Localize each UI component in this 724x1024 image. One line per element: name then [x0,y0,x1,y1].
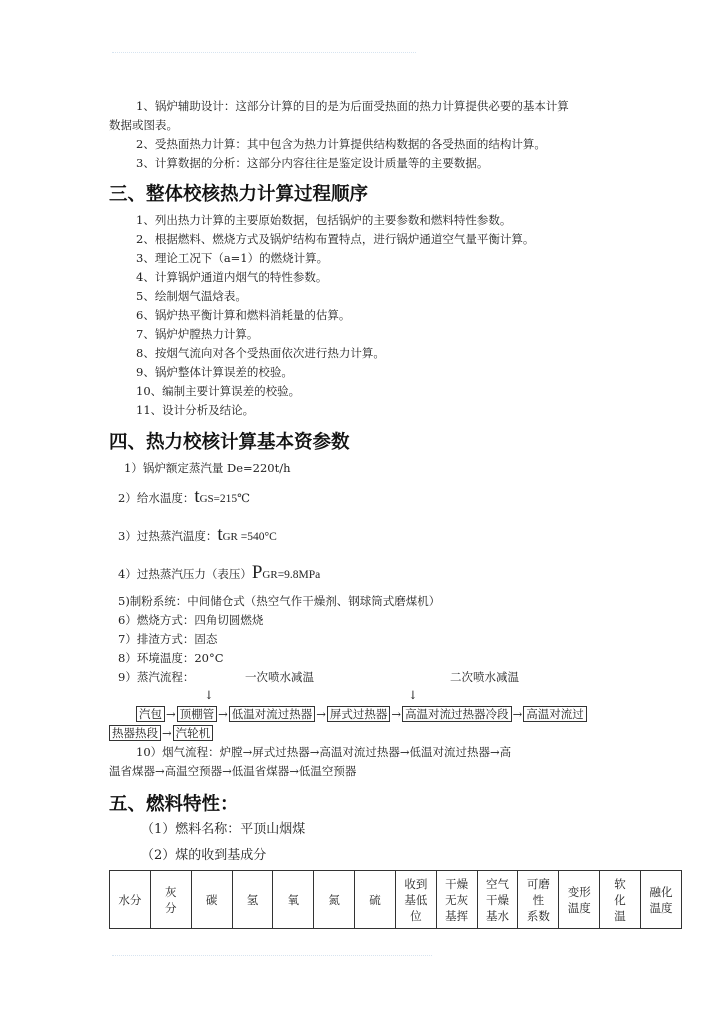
param-combustion: 6）燃烧方式：四角切圆燃烧 [118,613,264,627]
flue-gas-flow-cont: 温省煤器→高温空预器→低温省煤器→低温空预器 [109,764,357,778]
sec3-item: 7、锅炉炉膛热力计算。 [136,327,259,341]
param-label: 2）给水温度： [118,491,195,505]
flow-arrow: → [166,707,176,721]
flow-arrow: → [512,707,523,721]
table-header-cell: 氮 [314,871,355,929]
flow-box-platen: 屏式过热器 [327,706,391,722]
flow-box-ht-hot-start: 高温对流过 [523,706,587,722]
first-spray-label: 一次喷水减温 [245,670,314,684]
flow-arrow: → [218,707,228,721]
sec3-item: 8、按烟气流向对各个受热面依次进行热力计算。 [136,346,385,360]
symbol-p: P [251,562,263,583]
symbol-subscript: GR [262,569,278,581]
second-spray-label: 二次喷水减温 [450,670,519,684]
table-header-cell: 融化 温度 [640,871,681,929]
table-header-cell: 氢 [232,871,273,929]
table-row [110,871,682,929]
sec3-item: 11、设计分析及结论。 [136,403,255,417]
sec3-item: 2、根据燃料、燃烧方式及锅炉结构布置特点，进行锅炉通道空气量平衡计算。 [136,232,535,246]
param-label: 4）过热蒸汽压力（表压） [118,567,252,581]
flue-gas-flow: 10）烟气流程：炉膛→屏式过热器→高温对流过热器→低温对流过热器→高 [136,745,512,759]
param-value: =540°C [237,531,277,543]
sec3-item: 6、锅炉热平衡计算和燃料消耗量的估算。 [136,308,351,322]
table-header-cell: 硫 [355,871,396,929]
section-4-heading: 四、热力校核计算基本资参数 [109,432,350,453]
flow-arrow: → [162,726,172,740]
sec2-item-2: 2、受热面热力计算：其中包含为热力计算提供结构数据的各受热面的结构计算。 [136,137,546,151]
fuel-composition-table [109,870,682,929]
table-header-cell: 干燥 无灰 基挥 [436,871,477,929]
footer-rule [112,955,432,956]
param-feedwater-temp [118,486,250,507]
table-header-cell: 氧 [273,871,314,929]
fuel-name: （1）燃料名称：平顶山烟煤 [141,822,306,837]
section-5-heading: 五、燃料特性： [109,794,239,815]
sec3-item: 3、理论工况下（a=1）的燃烧计算。 [136,251,329,265]
table-header-cell: 变形 温度 [559,871,600,929]
symbol-t: t [194,486,200,507]
table-header-cell: 可磨 性 系数 [518,871,559,929]
sec3-item: 1、列出热力计算的主要原始数据，包括锅炉的主要参数和燃料特性参数。 [136,213,512,227]
table-header-cell: 空气 干燥 基水 [477,871,518,929]
section-3-heading: 三、整体校核热力计算过程顺序 [109,184,369,205]
sec3-item: 10、编制主要计算误差的校验。 [136,384,301,398]
flow-box-ht-hot-end: 热器热段 [109,725,161,741]
symbol-subscript: GR [222,531,238,543]
steam-flow-label: 9）蒸汽流程： [118,670,195,684]
symbol-subscript: GS= [199,493,220,505]
param-pulverizing: 5)制粉系统：中间储仓式（热空气作干燥剂、钢球筒式磨煤机） [118,594,441,608]
down-arrow-1: ↓ [204,688,214,702]
down-arrow-2: ↓ [408,688,418,702]
table-header-cell: 碳 [191,871,232,929]
symbol-t: t [217,524,223,545]
header-rule [112,52,416,53]
sec3-item: 4、计算锅炉通道内烟气的特性参数。 [136,270,328,284]
param-ambient-temp: 8）环境温度：20°C [118,651,224,665]
table-header-cell: 水分 [110,871,151,929]
flow-box-turbine: 汽轮机 [173,725,214,741]
sec2-item-3: 3、计算数据的分析：这部分内容往往是鉴定设计质量等的主要数据。 [136,156,489,170]
sec3-item: 9、锅炉整体计算误差的校验。 [136,365,293,379]
flow-arrow: → [391,707,402,721]
table-header-cell: 软 化 温 [600,871,641,929]
fuel-composition-label: （2）煤的收到基成分 [141,848,267,863]
flow-arrow: → [316,707,326,721]
sec3-item: 5、绘制烟气温焓表。 [136,289,247,303]
param-label: 3）过热蒸汽温度： [118,529,218,543]
param-superheat-pressure [118,562,321,583]
sec2-item-1: 1、锅炉辅助设计：这部分计算的目的是为后面受热面的热力计算提供必要的基本计算 [136,99,569,113]
param-value: 215℃ [219,493,250,505]
param-slag: 7）排渣方式：固态 [118,632,218,646]
flow-box-drum: 汽包 [136,706,165,722]
flow-box-ht-cold: 高温对流过热器冷段 [402,706,512,722]
table-header-cell: 灰 分 [150,871,191,929]
param-steam-flow: 1）锅炉额定蒸汽量 De=220t/h [124,461,291,475]
table-header-cell: 收到 基低 位 [395,871,436,929]
sec2-item-1-cont: 数据或图表。 [109,118,178,132]
param-value: =9.8MPa [277,569,321,581]
param-superheat-temp [118,524,277,545]
steam-flow-line-1 [136,706,587,722]
flow-box-lt-convection: 低温对流过热器 [229,706,316,722]
flow-box-roof-tube: 顶棚管 [177,706,218,722]
steam-flow-line-2 [109,725,213,741]
